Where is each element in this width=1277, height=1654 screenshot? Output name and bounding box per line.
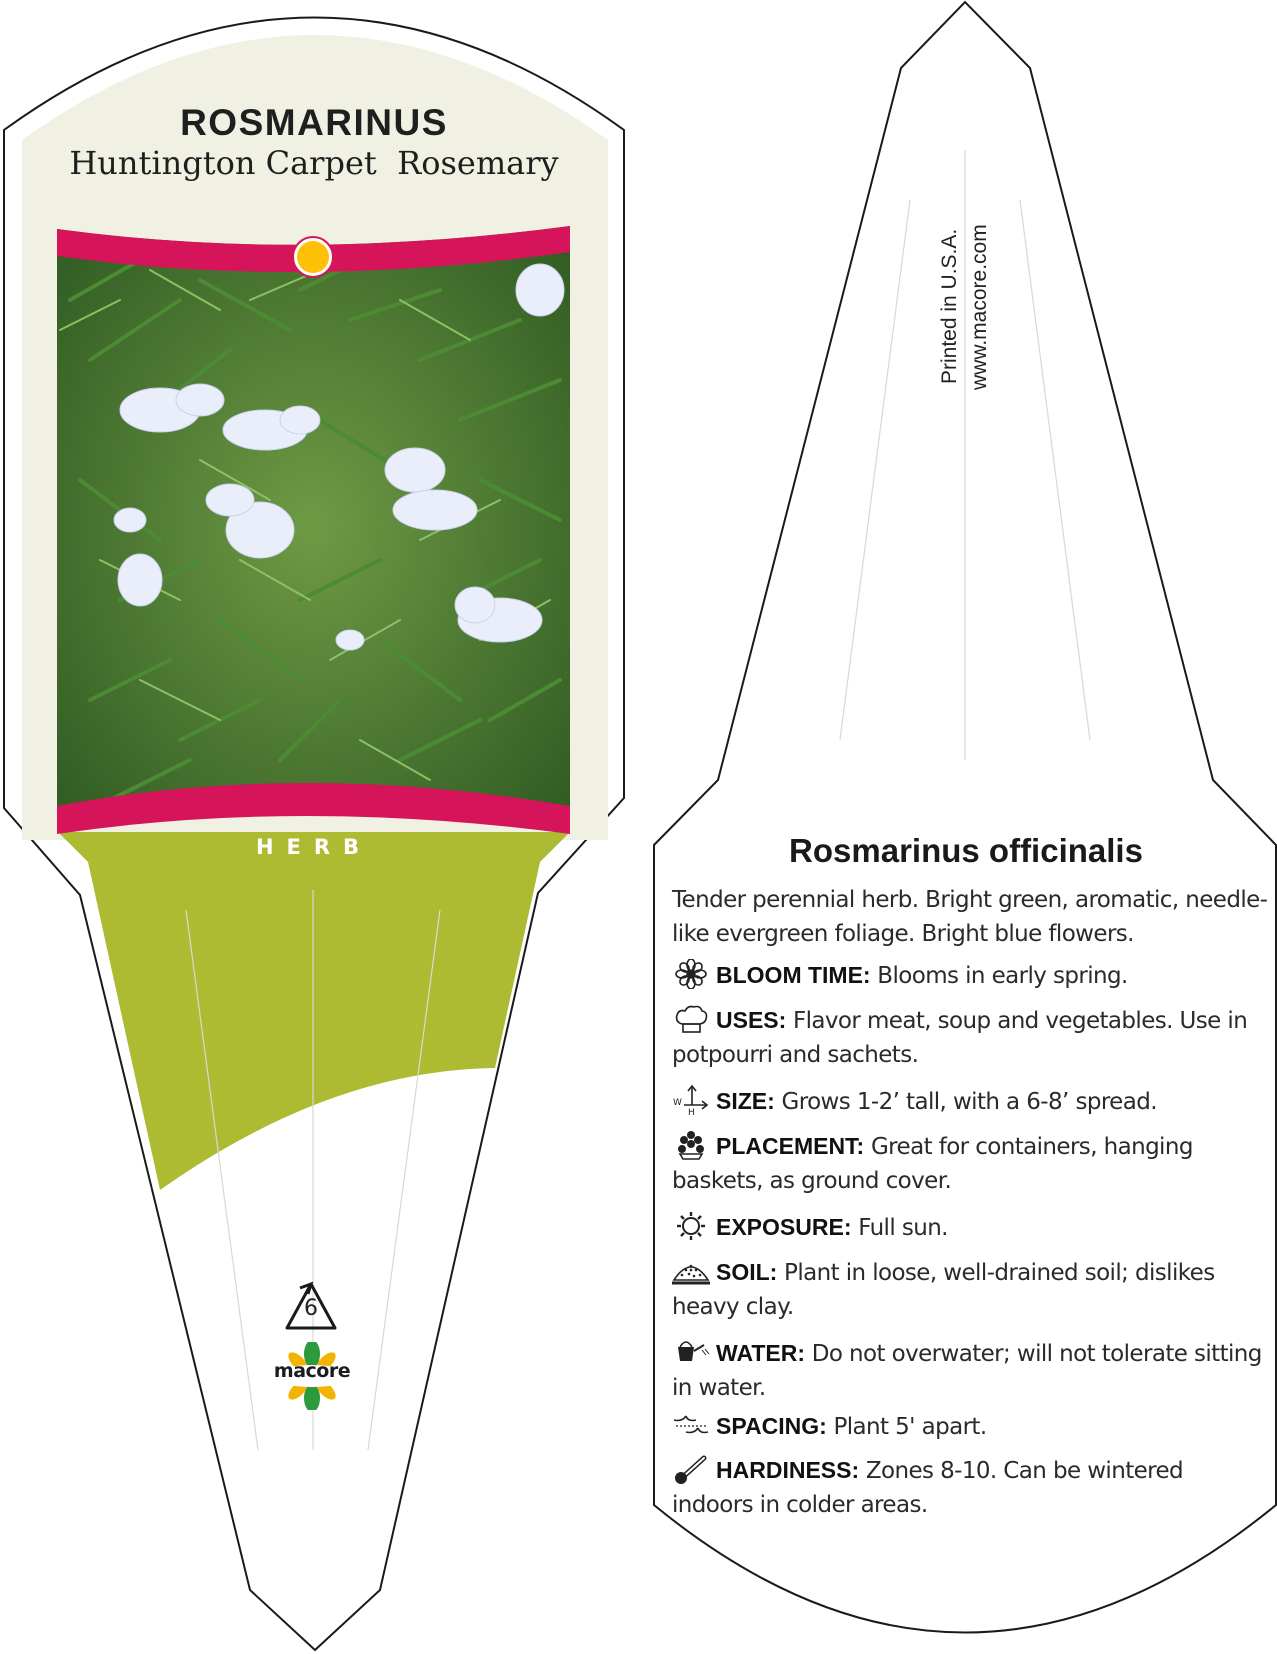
flower-cluster-icon bbox=[672, 1130, 710, 1160]
size-value: Grows 1-2’ tall, with a 6-8’ spread. bbox=[774, 1089, 1157, 1115]
spacing-label: SPACING: bbox=[716, 1413, 827, 1439]
info-soil bbox=[672, 1255, 1262, 1324]
macore-logo-text: macore bbox=[273, 1360, 351, 1382]
watering-can-icon bbox=[672, 1337, 710, 1367]
plant-description: Tender perennial herb. Bright green, aromatic, needle-like evergreen foliage. Bright blue flowers. bbox=[672, 887, 1268, 947]
exposure-label: EXPOSURE: bbox=[716, 1214, 852, 1240]
uses-label: USES: bbox=[716, 1007, 787, 1033]
thermometer-icon bbox=[672, 1454, 710, 1484]
info-bloom-time bbox=[672, 958, 1262, 993]
water-label: WATER: bbox=[716, 1340, 806, 1366]
botanical-name: Rosmarinus officinalis bbox=[789, 832, 1143, 869]
info-exposure bbox=[672, 1210, 1262, 1245]
bloom-time-value: Blooms in early spring. bbox=[870, 963, 1128, 989]
bloom-time-label: BLOOM TIME: bbox=[716, 962, 871, 988]
soil-label: SOIL: bbox=[716, 1259, 778, 1285]
exposure-value: Full sun. bbox=[851, 1215, 948, 1241]
info-placement bbox=[672, 1129, 1262, 1198]
info-spacing bbox=[672, 1409, 1262, 1444]
rosemary-photo bbox=[57, 220, 570, 832]
plant-common-name: Huntington Carpet Rosemary bbox=[69, 144, 559, 182]
recycle-code: 6 bbox=[304, 1296, 318, 1321]
website-text: www.macore.com bbox=[968, 224, 991, 390]
placement-label: PLACEMENT: bbox=[716, 1133, 865, 1159]
hardiness-label: HARDINESS: bbox=[716, 1457, 860, 1483]
water-value: Do not overwater; will not tolerate sitting in water. bbox=[672, 1341, 1262, 1401]
chef-hat-icon bbox=[672, 1004, 710, 1034]
printer-credit bbox=[938, 200, 991, 400]
svg-text:W: W bbox=[673, 1098, 682, 1108]
info-hardiness bbox=[672, 1453, 1262, 1522]
printed-in-text: Printed in U.S.A. bbox=[938, 228, 961, 384]
spacing-value: Plant 5' apart. bbox=[826, 1414, 987, 1440]
uses-value: Flavor meat, soup and vegetables. Use in potpourri and sachets. bbox=[672, 1008, 1248, 1068]
size-arrows-icon bbox=[672, 1085, 710, 1115]
hardiness-value: Zones 8-10. Can be wintered indoors in colder areas. bbox=[672, 1458, 1184, 1518]
placement-value: Great for containers, hanging baskets, as ground cover. bbox=[672, 1134, 1193, 1194]
sun-icon bbox=[672, 1211, 710, 1241]
soil-value: Plant in loose, well-drained soil; dislikes heavy clay. bbox=[672, 1260, 1215, 1320]
info-size bbox=[672, 1084, 1262, 1119]
info-water bbox=[672, 1336, 1262, 1405]
svg-text:H: H bbox=[688, 1108, 695, 1115]
spacing-icon bbox=[672, 1410, 710, 1440]
plant-genus: ROSMARINUS bbox=[180, 102, 448, 143]
info-uses bbox=[672, 1003, 1262, 1072]
soil-mound-icon bbox=[672, 1256, 710, 1286]
flower-icon bbox=[672, 959, 710, 989]
plant-category: HERB bbox=[255, 835, 373, 859]
size-label: SIZE: bbox=[716, 1088, 775, 1114]
